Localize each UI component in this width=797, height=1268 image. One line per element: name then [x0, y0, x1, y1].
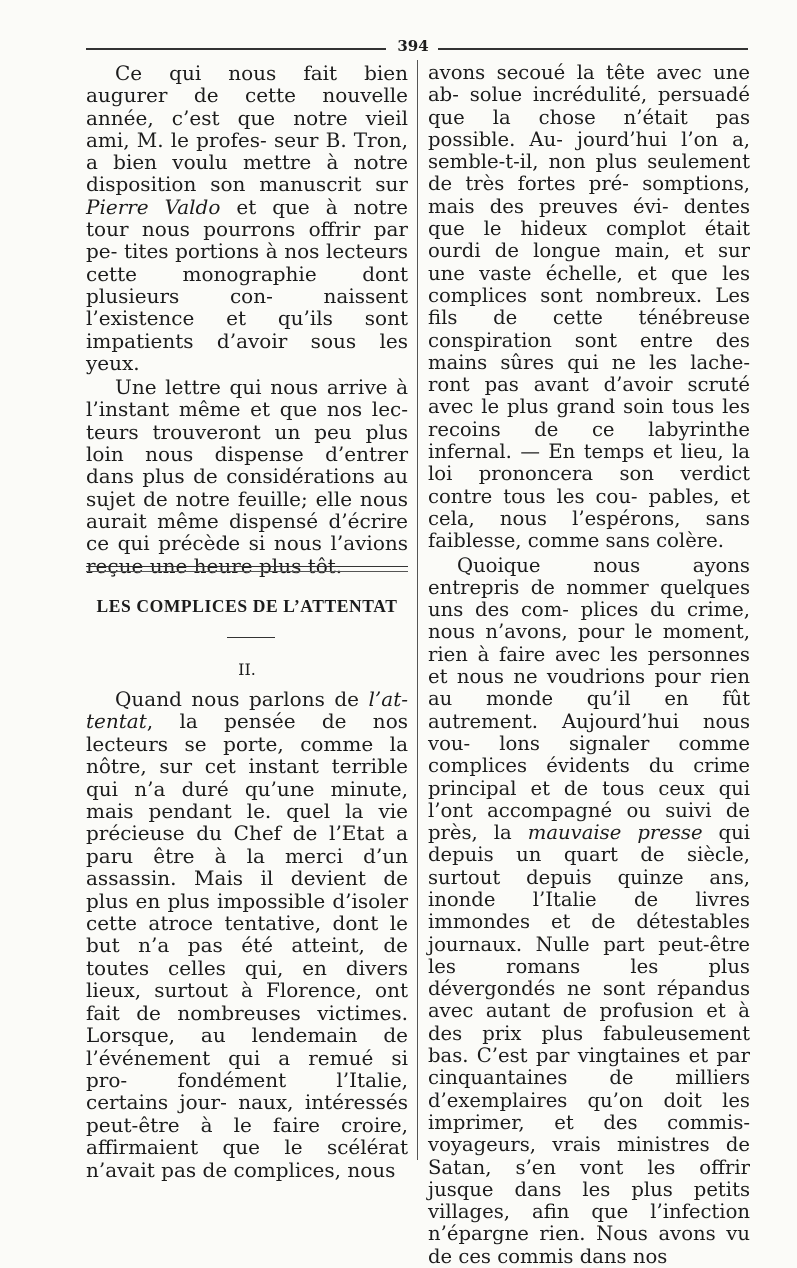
text-line: naissent l’existence et qu’ils sont	[86, 283, 408, 331]
text-line: fondément l’Italie, certains jour-	[86, 1067, 409, 1115]
text-line: ténébreuse conspiration sont entre	[428, 306, 750, 352]
text-line: l’instant même et que nos lec-	[86, 397, 408, 422]
text-line: ou suivi de près, la	[428, 798, 751, 845]
right-column	[428, 62, 750, 1268]
text-line: naux, intéressés peut-être à le faire	[86, 1090, 408, 1137]
text-line: plices du crime, nous n’avons,	[428, 598, 750, 644]
text-line: vingtaines et par cinquantaines	[428, 1044, 750, 1090]
text-line: croire, affirmaient que le scélérat	[86, 1112, 408, 1160]
text-line: monographie dont plusieurs con-	[86, 261, 408, 308]
text-line: vaste échelle, et que les complices	[428, 261, 750, 307]
text-line: de nommer quelques uns des com-	[428, 575, 750, 622]
paragraph-attentat	[86, 688, 408, 1181]
text-line: le plus grand soin tous les recoins	[428, 395, 750, 441]
text-line: quel la vie précieuse du Chef de	[86, 799, 408, 846]
italic-word: presse	[637, 821, 703, 845]
text-line: tous ceux qui l’ont accompagné	[428, 776, 751, 822]
text-line: des mains sûres qui ne les lache-	[428, 328, 750, 374]
italic-word: l’at-	[368, 687, 408, 711]
text-line: plus seulement de très fortes pré-	[428, 150, 751, 196]
text-line: s’en vont les offrir jusque dans	[428, 1155, 750, 1201]
paragraph-mauvaise-presse	[428, 555, 750, 1268]
text-line: tour nous pourrons offrir par pe-	[86, 217, 408, 264]
title-underline	[227, 637, 275, 638]
text-line: plus fabuleusement bas. C’est par	[428, 1021, 750, 1068]
section-number: II.	[238, 660, 256, 679]
text-line: doit les imprimer, et des commis-	[428, 1088, 750, 1134]
section-divider	[86, 566, 408, 574]
text-line: précède si nous l’avions reçue	[86, 531, 409, 578]
text-line: qui, en divers lieux, surtout à	[86, 955, 408, 1003]
text-line: une heure plus tôt.	[149, 553, 343, 578]
text-line: pas été atteint, de toutes celles	[86, 933, 408, 980]
text-line: teurs trouveront un peu plus loin	[86, 419, 408, 467]
left-column-section-body	[86, 688, 408, 1181]
text-line: impatients d’avoir sous les yeux.	[86, 328, 408, 375]
text-line: ourdi de longue main, et sur une	[428, 239, 750, 285]
text-line: dentes que le hideux complot était	[428, 194, 751, 241]
text-line: notre disposition son manuscrit	[86, 150, 409, 197]
text-line: de cette nouvelle année, c’est	[86, 83, 408, 130]
italic-word: tentat	[86, 709, 147, 734]
header-rule-right	[438, 48, 748, 50]
text-line: de milliers d’exemplaires qu’on	[428, 1066, 750, 1112]
text-line: voyageurs, vrais ministres de Satan,	[428, 1133, 750, 1179]
page-number: 394	[397, 37, 429, 55]
text-line: victimes. Lorsque, au lendemain	[86, 1000, 408, 1048]
text-line: ront pas avant d’avoir scruté avec	[428, 373, 750, 419]
text-line: solue incrédulité, persuadé que	[428, 83, 750, 129]
text-line: lons signaler comme complices	[428, 731, 750, 778]
text-line: autrement. Aujourd’hui nous vou-	[428, 709, 750, 755]
text-line: pables, et cela, nous l’espérons,	[428, 484, 750, 530]
text-line: nous dispense d’entrer dans plus	[86, 442, 408, 489]
divider-line	[86, 571, 408, 572]
page-header	[86, 37, 748, 55]
section-title: LES COMPLICES DE L’ATTENTAT	[96, 596, 398, 616]
text-line: temps et lieu, la loi prononcera	[428, 440, 750, 486]
text-line: seur B. Tron, a bien voulu mettre à	[86, 127, 408, 175]
text-line: assassin. Mais il devient de plus	[86, 866, 408, 913]
text-line: les personnes et nous ne voudrions	[428, 642, 750, 689]
text-line: sont nombreux. Les fils de cette	[428, 283, 750, 330]
text-line: la chose n’était pas possible. Au-	[428, 105, 751, 151]
text-line: même dispensé d’écrire ce qui	[86, 508, 408, 556]
text-line: que notre vieil ami, M. le profes-	[86, 105, 408, 152]
text-line: tites portions à nos lecteurs cette	[86, 239, 408, 286]
text-line: jourd’hui l’on a, semble-t-il, non	[428, 127, 750, 174]
text-line: de considérations au sujet de	[86, 464, 408, 511]
text-line: sur	[375, 172, 408, 197]
text-line: , la pensée de nos lecteurs	[86, 709, 408, 756]
text-line: de ce labyrinthe infernal. — En	[428, 417, 750, 464]
paragraph-incredulite	[428, 62, 750, 553]
text-line: avons secoué la tête avec une ab-	[428, 61, 750, 107]
italic-word: mauvaise	[527, 821, 622, 845]
text-line: qu’une minute, mais pendant le.	[86, 776, 408, 824]
text-line: siècle, surtout depuis quinze ans,	[428, 843, 750, 889]
paragraph-lettre	[86, 376, 408, 577]
text-line: part peut-être les romans les plus	[428, 932, 750, 978]
text-line: notre feuille; elle nous aurait	[86, 486, 408, 533]
text-line: inonde l’Italie de livres immondes	[428, 887, 750, 934]
text-line: Quand nous parlons de	[115, 687, 369, 711]
text-line: cet instant terrible qui n’a duré	[86, 754, 409, 801]
text-line: l’Etat a paru être à la merci d’un	[86, 821, 408, 868]
text-line: Ce qui nous fait bien augurer	[86, 61, 408, 108]
text-line: en plus impossible d’isoler cette	[86, 888, 409, 936]
text-line: son verdict contre tous les cou-	[428, 462, 751, 508]
text-line: se porte, comme la nôtre, sur	[86, 731, 408, 779]
text-line: évidents du crime principal et de	[428, 754, 750, 800]
text-line: Une lettre qui nous arrive à	[115, 375, 408, 400]
text-line: et de détestables journaux. Nulle	[428, 910, 750, 956]
text-line: Quoique nous ayons entrepris	[428, 553, 750, 599]
text-line: dévergondés ne sont répandus avec	[428, 977, 750, 1023]
text-line: n’avait pas de complices, nous	[86, 1157, 396, 1182]
text-line: pour le moment, rien à faire avec	[428, 620, 750, 666]
text-line: de l’événement qui a remué si pro-	[86, 1023, 408, 1092]
text-line: avons vu de ces commis dans nos	[428, 1222, 750, 1268]
column-divider	[417, 60, 418, 1160]
text-line: autant de profusion et à des prix	[428, 999, 750, 1045]
text-line: pour rien au monde qu’il en fût	[428, 665, 751, 711]
text-line: l’infection n’épargne rien. Nous	[428, 1200, 750, 1246]
paragraph-nouvelle-annee	[86, 62, 408, 374]
text-line: somptions, mais des preuves évi-	[428, 172, 751, 218]
text-line: atroce tentative, dont le but n’a	[86, 911, 408, 958]
divider-line	[86, 566, 408, 567]
text-line: et que à notre	[220, 194, 408, 219]
text-line: qui depuis un quart de	[428, 821, 750, 867]
text-line: sans faiblesse, comme sans colère.	[428, 506, 750, 553]
book-title: Pierre Valdo	[86, 194, 221, 219]
text-line: Florence, ont fait de nombreuses	[86, 978, 408, 1025]
text-line: les plus petits villages, afin que	[428, 1177, 750, 1224]
left-column	[86, 62, 408, 577]
header-rule-left	[86, 48, 386, 50]
